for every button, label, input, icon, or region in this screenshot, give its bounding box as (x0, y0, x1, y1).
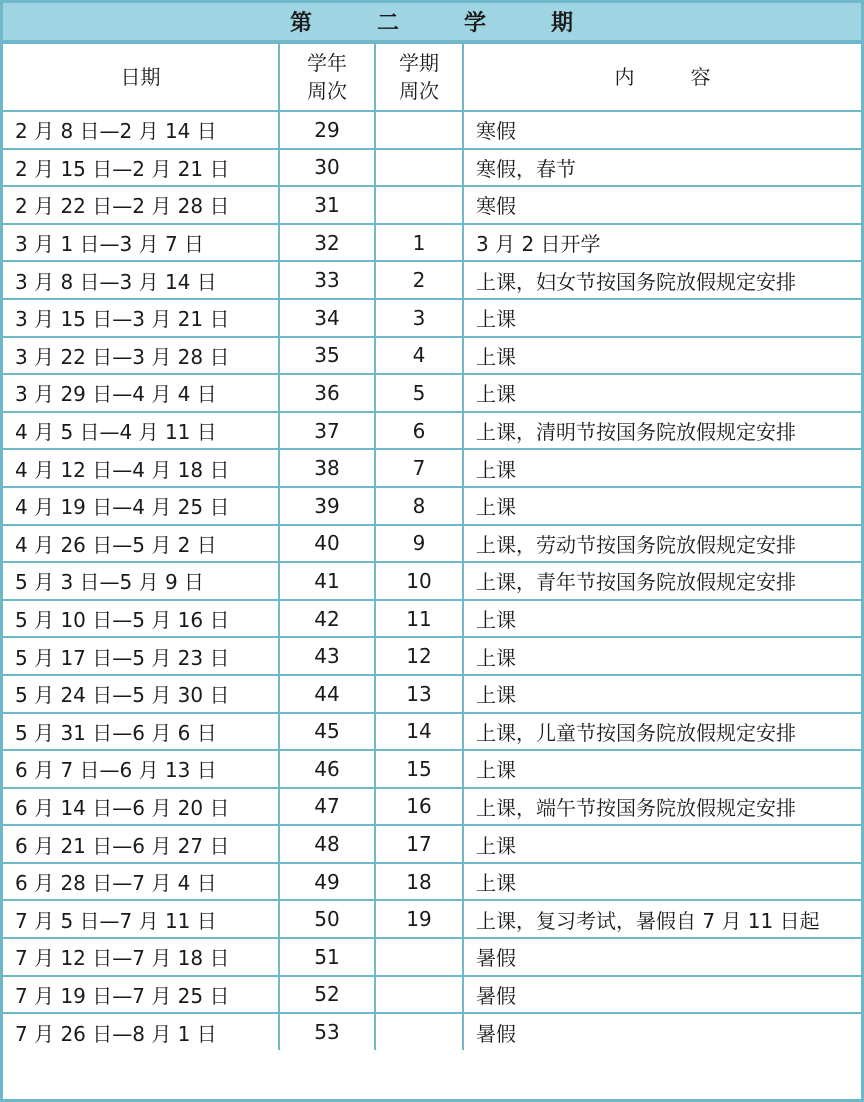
cell-date: 7 月 19 日—7 月 25 日 (3, 976, 279, 1014)
header-year-week (279, 43, 375, 111)
header-content (463, 43, 861, 111)
cell-content: 上课 (463, 600, 861, 638)
cell-term-week: 18 (375, 863, 463, 901)
cell-date: 2 月 8 日—2 月 14 日 (3, 111, 279, 149)
cell-year-week: 33 (279, 261, 375, 299)
cell-date: 6 月 28 日—7 月 4 日 (3, 863, 279, 901)
cell-year-week: 30 (279, 149, 375, 187)
cell-term-week: 3 (375, 299, 463, 337)
table-row (3, 976, 861, 1014)
header-year-week-line1: 学年 (307, 51, 347, 75)
cell-year-week: 41 (279, 562, 375, 600)
cell-year-week: 49 (279, 863, 375, 901)
table-row (3, 224, 861, 262)
cell-date: 7 月 5 日—7 月 11 日 (3, 900, 279, 938)
table-row (3, 525, 861, 563)
cell-content: 上课 (463, 863, 861, 901)
table-row (3, 863, 861, 901)
cell-date: 2 月 15 日—2 月 21 日 (3, 149, 279, 187)
cell-date: 3 月 29 日—4 月 4 日 (3, 374, 279, 412)
table-row (3, 562, 861, 600)
table-row (3, 186, 861, 224)
cell-date: 6 月 14 日—6 月 20 日 (3, 788, 279, 826)
cell-year-week: 48 (279, 825, 375, 863)
cell-year-week: 31 (279, 186, 375, 224)
cell-term-week: 2 (375, 261, 463, 299)
table-title (3, 3, 861, 42)
cell-term-week: 19 (375, 900, 463, 938)
cell-date: 4 月 12 日—4 月 18 日 (3, 449, 279, 487)
cell-term-week: 14 (375, 713, 463, 751)
cell-year-week: 45 (279, 713, 375, 751)
cell-term-week: 9 (375, 525, 463, 563)
header-term-week (375, 43, 463, 111)
cell-date: 4 月 26 日—5 月 2 日 (3, 525, 279, 563)
title-char: 二 (376, 11, 400, 36)
cell-year-week: 44 (279, 675, 375, 713)
table-row (3, 487, 861, 525)
header-term-week-line1: 学期 (399, 51, 439, 75)
header-date: 日期 (3, 43, 279, 111)
cell-date: 3 月 15 日—3 月 21 日 (3, 299, 279, 337)
header-content-char: 容 (690, 65, 711, 89)
cell-date: 4 月 19 日—4 月 25 日 (3, 487, 279, 525)
cell-date: 5 月 31 日—6 月 6 日 (3, 713, 279, 751)
cell-content: 暑假 (463, 1013, 861, 1050)
cell-date: 6 月 7 日—6 月 13 日 (3, 750, 279, 788)
cell-date: 5 月 24 日—5 月 30 日 (3, 675, 279, 713)
table-row (3, 261, 861, 299)
cell-year-week: 35 (279, 337, 375, 375)
cell-content: 上课，青年节按国务院放假规定安排 (463, 562, 861, 600)
cell-content: 寒假 (463, 111, 861, 149)
table-row (3, 111, 861, 149)
calendar-table (3, 42, 861, 1050)
cell-year-week: 46 (279, 750, 375, 788)
cell-term-week: 1 (375, 224, 463, 262)
cell-term-week: 17 (375, 825, 463, 863)
cell-content: 上课，劳动节按国务院放假规定安排 (463, 525, 861, 563)
cell-term-week: 10 (375, 562, 463, 600)
cell-content: 上课，儿童节按国务院放假规定安排 (463, 713, 861, 751)
cell-term-week: 4 (375, 337, 463, 375)
title-char: 期 (551, 11, 575, 36)
cell-term-week: 5 (375, 374, 463, 412)
cell-year-week: 43 (279, 637, 375, 675)
cell-term-week: 6 (375, 412, 463, 450)
cell-content: 上课，端午节按国务院放假规定安排 (463, 788, 861, 826)
table-row (3, 600, 861, 638)
cell-term-week: 8 (375, 487, 463, 525)
cell-content: 上课，清明节按国务院放假规定安排 (463, 412, 861, 450)
cell-term-week (375, 1013, 463, 1050)
table-row (3, 299, 861, 337)
cell-term-week: 7 (375, 449, 463, 487)
cell-year-week: 37 (279, 412, 375, 450)
cell-content: 上课 (463, 374, 861, 412)
cell-content: 上课 (463, 449, 861, 487)
cell-date: 3 月 1 日—3 月 7 日 (3, 224, 279, 262)
cell-content: 寒假 (463, 186, 861, 224)
cell-term-week: 15 (375, 750, 463, 788)
table-row (3, 788, 861, 826)
cell-content: 上课，复习考试，暑假自 7 月 11 日起 (463, 900, 861, 938)
table-row (3, 412, 861, 450)
cell-content: 暑假 (463, 976, 861, 1014)
table-row (3, 825, 861, 863)
cell-date: 2 月 22 日—2 月 28 日 (3, 186, 279, 224)
title-char: 第 (289, 11, 313, 36)
cell-date: 5 月 17 日—5 月 23 日 (3, 637, 279, 675)
cell-year-week: 40 (279, 525, 375, 563)
cell-term-week: 11 (375, 600, 463, 638)
table-row (3, 938, 861, 976)
cell-year-week: 47 (279, 788, 375, 826)
cell-content: 寒假，春节 (463, 149, 861, 187)
cell-year-week: 32 (279, 224, 375, 262)
cell-term-week: 13 (375, 675, 463, 713)
cell-date: 5 月 10 日—5 月 16 日 (3, 600, 279, 638)
cell-date: 3 月 8 日—3 月 14 日 (3, 261, 279, 299)
cell-content: 3 月 2 日开学 (463, 224, 861, 262)
table-row (3, 750, 861, 788)
table-row (3, 675, 861, 713)
cell-content: 上课，妇女节按国务院放假规定安排 (463, 261, 861, 299)
header-row (3, 43, 861, 111)
table-row (3, 149, 861, 187)
table-row (3, 337, 861, 375)
cell-content: 上课 (463, 299, 861, 337)
cell-year-week: 52 (279, 976, 375, 1014)
cell-year-week: 50 (279, 900, 375, 938)
cell-content: 上课 (463, 750, 861, 788)
cell-date: 6 月 21 日—6 月 27 日 (3, 825, 279, 863)
table-row (3, 713, 861, 751)
cell-year-week: 36 (279, 374, 375, 412)
cell-content: 上课 (463, 487, 861, 525)
cell-term-week (375, 938, 463, 976)
cell-date: 5 月 3 日—5 月 9 日 (3, 562, 279, 600)
cell-year-week: 38 (279, 449, 375, 487)
cell-term-week: 16 (375, 788, 463, 826)
cell-year-week: 53 (279, 1013, 375, 1050)
table-row (3, 374, 861, 412)
cell-year-week: 39 (279, 487, 375, 525)
cell-content: 上课 (463, 675, 861, 713)
cell-content: 上课 (463, 825, 861, 863)
cell-content: 上课 (463, 337, 861, 375)
table-row (3, 637, 861, 675)
cell-term-week: 12 (375, 637, 463, 675)
cell-year-week: 42 (279, 600, 375, 638)
cell-term-week (375, 111, 463, 149)
cell-year-week: 34 (279, 299, 375, 337)
table-row (3, 900, 861, 938)
cell-year-week: 29 (279, 111, 375, 149)
table-row (3, 449, 861, 487)
header-term-week-line2: 周次 (399, 79, 439, 103)
cell-date: 7 月 26 日—8 月 1 日 (3, 1013, 279, 1050)
header-year-week-line2: 周次 (307, 79, 347, 103)
cell-date: 7 月 12 日—7 月 18 日 (3, 938, 279, 976)
cell-term-week (375, 976, 463, 1014)
header-content-char: 内 (614, 65, 635, 89)
cell-date: 4 月 5 日—4 月 11 日 (3, 412, 279, 450)
cell-term-week (375, 149, 463, 187)
cell-content: 上课 (463, 637, 861, 675)
title-char: 学 (464, 11, 488, 36)
cell-year-week: 51 (279, 938, 375, 976)
cell-content: 暑假 (463, 938, 861, 976)
cell-term-week (375, 186, 463, 224)
cell-date: 3 月 22 日—3 月 28 日 (3, 337, 279, 375)
table-row (3, 1013, 861, 1050)
